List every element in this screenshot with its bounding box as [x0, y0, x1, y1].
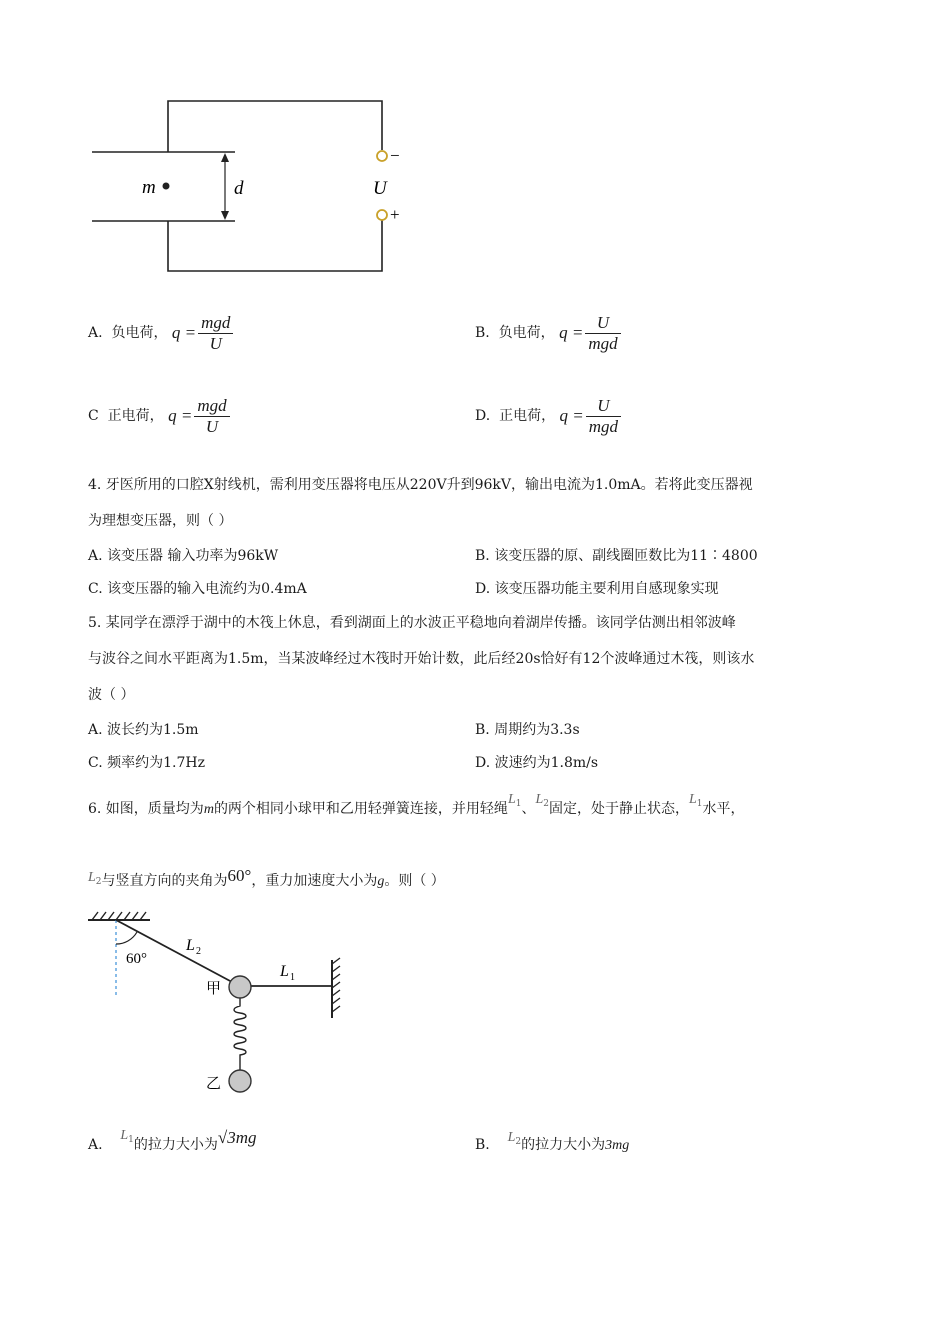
ball-yi-label: 乙: [206, 1076, 222, 1092]
fraction-denominator: U: [205, 416, 219, 436]
q4-option-b: B. 该变压器的原、副线圈匝数比为11∶4800: [475, 548, 758, 564]
voltage-label: U: [373, 178, 387, 199]
q5-stem-line2: 与波谷之间水平距离为1.5m，当某波峰经过木筏时开始计数，此后经20s恰好有12个波峰通过木筏，则该水: [88, 651, 755, 667]
q6-text: 、: [521, 801, 536, 817]
q6-text: 6. 如图，质量均为: [88, 801, 204, 817]
q5-stem-line1: 5. 某同学在漂浮于湖中的木筏上休息，看到湖面上的水波正平稳地向着湖岸传播。该同学估测出相邻波峰: [88, 615, 736, 631]
q-lhs: q =: [559, 323, 584, 343]
angle-value: 60°: [227, 866, 252, 885]
q3-option-c: [88, 396, 230, 436]
distance-label: d: [234, 178, 244, 199]
l1-subscript: 1: [696, 799, 703, 809]
fraction-numerator: U: [586, 396, 621, 417]
l2-label: L: [186, 937, 195, 954]
option-text: 正电荷，: [499, 408, 556, 425]
q5-stem-line3: 波（ ）: [88, 687, 135, 703]
l1-label: L: [280, 963, 289, 980]
q5-option-b: B. 周期约为3.3s: [475, 722, 580, 738]
mass-symbol: m: [203, 802, 214, 817]
option-math: √3mg: [217, 1128, 257, 1147]
l1-symbol: L: [689, 792, 697, 807]
option-letter: B.: [475, 1137, 490, 1153]
capacitor-circuit-figure: [80, 95, 420, 280]
angle-label: 60°: [126, 951, 147, 967]
plus-terminal-label: +: [390, 205, 400, 224]
option-letter: A.: [88, 325, 103, 342]
q6-text: 与竖直方向的夹角为: [101, 873, 228, 889]
option-text: 的拉力大小为: [521, 1137, 606, 1153]
q4-stem-line2: 为理想变压器，则（ ）: [88, 513, 233, 529]
l2-symbol: L: [88, 870, 96, 885]
q3-option-d: [475, 396, 621, 436]
option-math: 3mg: [605, 1138, 630, 1153]
option-letter: B.: [475, 325, 490, 342]
option-letter: C: [88, 408, 99, 425]
l1-symbol: L: [120, 1128, 129, 1143]
option-letter: A.: [88, 1137, 103, 1153]
q6-stem-line2: [88, 866, 445, 891]
q4-option-a: A. 该变压器 输入功率为96kW: [88, 548, 279, 564]
option-text: 正电荷，: [107, 408, 164, 425]
q6-text: 固定，处于静止状态，: [549, 801, 689, 817]
q6-option-a: [88, 1128, 257, 1155]
q-lhs: q =: [171, 323, 197, 343]
fraction-numerator: mgd: [198, 313, 233, 334]
fraction-denominator: U: [209, 333, 222, 353]
q6-text: ，重力加速度大小为: [251, 873, 378, 889]
option-text: 负电荷，: [498, 325, 555, 342]
fraction-denominator: mgd: [588, 416, 619, 436]
q3-option-a: [88, 313, 233, 353]
fraction-denominator: mgd: [588, 333, 618, 353]
q4-option-d: D. 该变压器功能主要利用自感现象实现: [475, 581, 719, 597]
gravity-symbol: g: [377, 874, 385, 889]
mass-label: m: [142, 177, 156, 198]
q4-option-c: C. 该变压器的输入电流约为0.4mA: [88, 581, 307, 597]
l2-subscript: 2: [543, 799, 549, 809]
q5-option-a: A. 波长约为1.5m: [88, 722, 199, 738]
q5-option-c: C. 频率约为1.7Hz: [88, 755, 205, 771]
spring-balls-figure: [82, 910, 362, 1100]
fraction-numerator: U: [585, 313, 620, 334]
l2-symbol: L: [535, 792, 544, 807]
q6-stem-line1: [88, 792, 745, 819]
q-lhs: q =: [559, 406, 584, 426]
l2-symbol: L: [507, 1130, 516, 1145]
l1-subscript: 1: [515, 799, 522, 809]
ball-jia-label: 甲: [206, 981, 222, 997]
q6-text: 水平，: [702, 801, 745, 817]
q6-option-b: [475, 1130, 630, 1155]
l1-subscript: 1: [128, 1135, 134, 1145]
option-text: 负电荷，: [111, 325, 168, 342]
q4-stem-line1: 4. 牙医所用的口腔X射线机，需利用变压器将电压从220V升到96kV，输出电流为1.0mA。若将此变压器视: [88, 477, 753, 493]
l1-label-sub: 1: [290, 972, 295, 983]
option-text: 的拉力大小为: [133, 1137, 218, 1153]
l2-subscript: 2: [515, 1137, 522, 1147]
minus-terminal-label: −: [390, 146, 400, 165]
l1-symbol: L: [507, 792, 516, 807]
option-letter: D.: [475, 408, 491, 425]
q6-text: 。则（ ）: [384, 873, 445, 889]
q-lhs: q =: [168, 406, 193, 426]
q5-option-d: D. 波速约为1.8m/s: [475, 755, 599, 771]
q3-option-b: [475, 313, 621, 353]
fraction-numerator: mgd: [194, 396, 229, 417]
l2-subscript: 2: [95, 877, 102, 887]
q6-text: 的两个相同小球甲和乙用轻弹簧连接，并用轻绳: [213, 801, 508, 817]
l2-label-sub: 2: [196, 946, 201, 957]
